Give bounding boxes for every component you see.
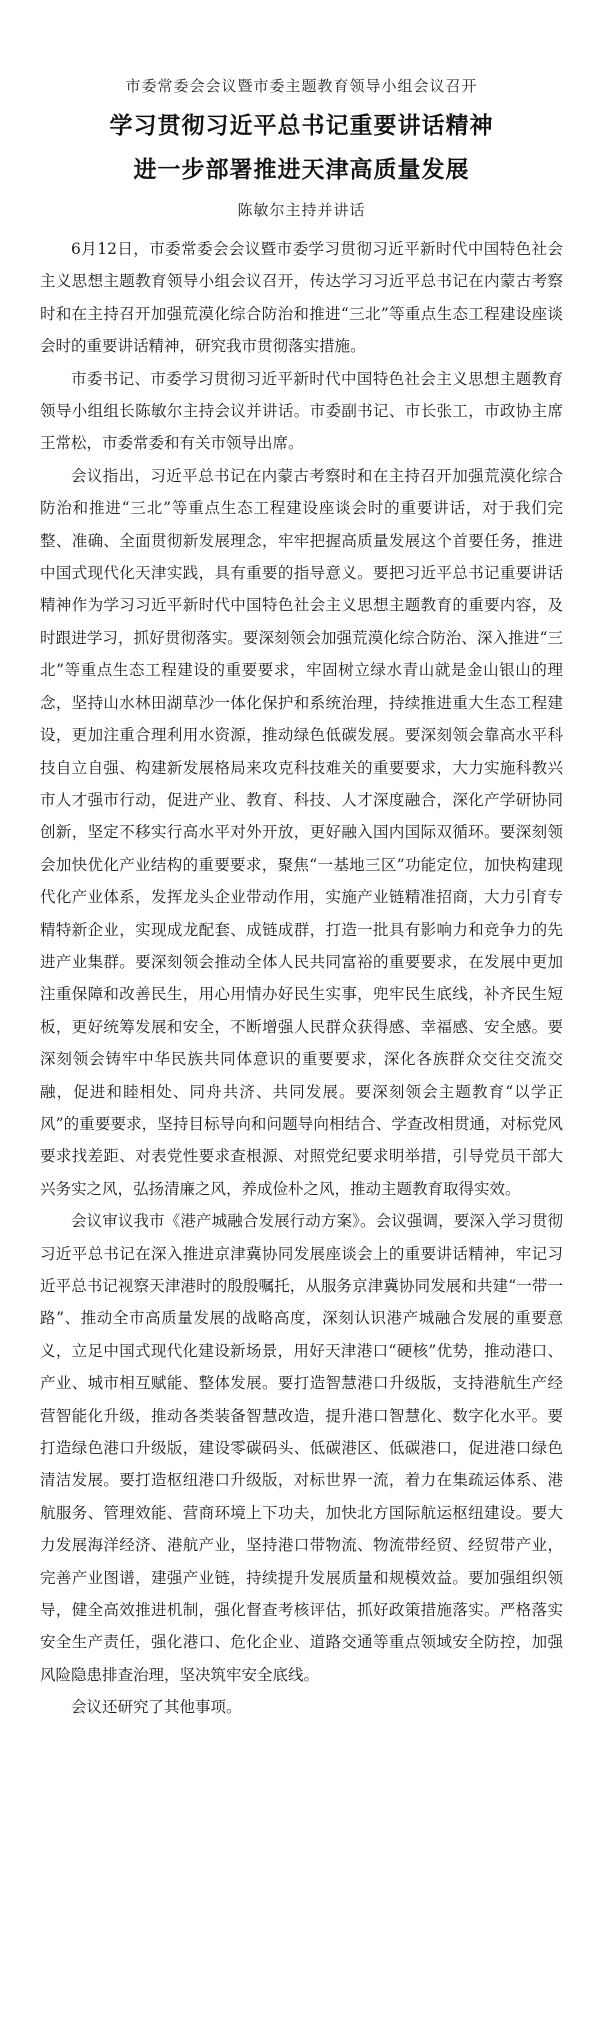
headline-line-2: 进一步部署推进天津高质量发展: [133, 157, 470, 183]
byline: 陈敏尔主持并讲话: [237, 201, 366, 219]
kicker-line: 市委常委会会议暨市委主题教育领导小组会议召开: [125, 77, 478, 95]
article-body: [40, 233, 563, 1724]
paragraph-2: 市委书记、市委学习贯彻习近平新时代中国特色社会主义思想主题教育领导小组组长陈敏尔主持会议并讲话。市委副书记、市长张工，市政协主席王常松，市委常委和有关市领导出席。: [40, 369, 563, 453]
headline-line-1: 学习贯彻习近平总书记重要讲话精神: [109, 113, 494, 139]
paragraph-4: 会议审议我市《港产城融合发展行动方案》。会议强调，要深入学习贯彻习近平总书记在深入推进京津冀协同发展座谈会上的重要讲话精神，牢记习近平总书记视察天津港时的殷殷嘱托，从服务京津冀协同发展和共建“一带一路”、推动全市高质量发展的战略高度，深刻认识港产城融合发展的重要意义，立足中国式现代化建设新场景，用好天津港口“硬核”优势，推动港口、产业、城市相互赋能、整体发展。要打造智慧港口升级版，支持港航生产经营智能化升级，推动各类装备智慧改造，提升港口智慧化、数字化水平。要打造绿色港口升级版，建设零碳码头、低碳港区、低碳港口，促进港口绿色清洁发展。要打造枢纽港口升级版，对标世界一流，着力在集疏运体系、港航服务、管理效能、营商环境上下功夫，加快北方国际航运枢纽建设。要大力发展海洋经济、港航产业，坚持港口带物流、物流带经贸、经贸带产业，完善产业图谱，建强产业链，持续提升发展质量和规模效益。要加强组织领导，健全高效推进机制，强化督查考核评估，抓好政策措施落实。严格落实安全生产责任，强化港口、危化企业、道路交通等重点领域安全防控，加强风险隐患排查治理，坚决筑牢安全底线。: [40, 1212, 563, 1684]
paragraph-5: 会议还研究了其他事项。: [71, 1698, 242, 1717]
paragraph-1: 6月12日，市委常委会会议暨市委学习贯彻习近平新时代中国特色社会主义思想主题教育领导小组会议召开，传达学习习近平总书记在内蒙古考察时和在主持召开加强荒漠化综合防治和推进“三北”等重点生态工程建设座谈会时的重要讲话精神，研究我市贯彻落实措施。: [40, 240, 563, 356]
paragraph-3: 会议指出，习近平总书记在内蒙古考察时和在主持召开加强荒漠化综合防治和推进“三北”等重点生态工程建设座谈会时的重要讲话，对于我们完整、准确、全面贯彻新发展理念，牢牢把握高质量发展这个首要任务，推进中国式现代化天津实践，具有重要的指导意义。要把习近平总书记重要讲话精神作为学习习近平新时代中国特色社会主义思想主题教育的重要内容，及时跟进学习，抓好贯彻落实。要深刻领会加强荒漠化综合防治、深入推进“三北”等重点生态工程建设的重要要求，牢固树立绿水青山就是金山银山的理念，坚持山水林田湖草沙一体化保护和系统治理，持续推进重大生态工程建设，更加注重合理利用水资源，推动绿色低碳发展。要深刻领会靠高水平科技自立自强、构建新发展格局来攻克科技难关的重要要求，大力实施科教兴市人才强市行动，促进产业、教育、科技、人才深度融合，深化产学研协同创新，坚定不移实行高水平对外开放，更好融入国内国际双循环。要深刻领会加快优化产业结构的重要要求，聚焦“一基地三区”功能定位，加快构建现代化产业体系，发挥龙头企业带动作用，实施产业链精准招商，大力引育专精特新企业，实现成龙配套、成链成群，打造一批具有影响力和竞争力的先进产业集群。要深刻领会推动全体人民共同富裕的重要要求，在发展中更加注重保障和改善民生，用心用情办好民生实事，兜牢民生底线，补齐民生短板，更好统筹发展和安全，不断增强人民群众获得感、幸福感、安全感。要深刻领会铸牢中华民族共同体意识的重要要求，深化各族群众交往交流交融，促进和睦相处、同舟共济、共同发展。要深刻领会主题教育“以学正风”的重要要求，坚持目标导向和问题导向相结合、学查改相贯通，对标党风要求找差距、对表党性要求查根源、对照党纪要求明举措，引导党员干部大兴务实之风，弘扬清廉之风，养成俭朴之风，推动主题教育取得实效。: [40, 466, 563, 1198]
